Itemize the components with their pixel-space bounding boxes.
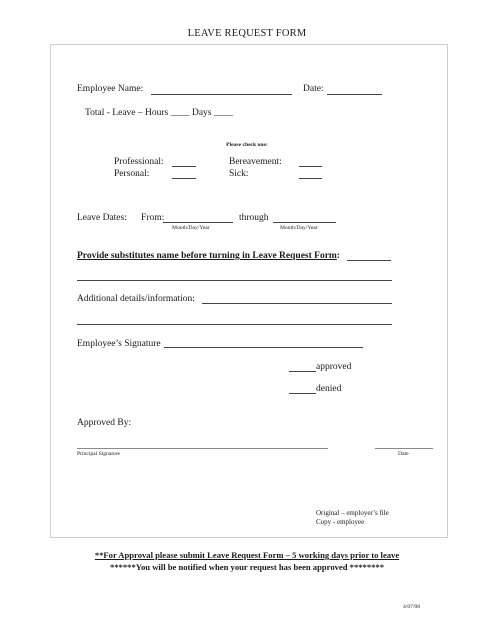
- through-format-hint: Month/Day/Year: [280, 225, 318, 231]
- from-date-field[interactable]: [163, 222, 233, 223]
- through-label: through: [239, 213, 269, 223]
- principal-signature-field[interactable]: [77, 448, 328, 449]
- employee-copy-note: Copy - employee: [316, 518, 365, 526]
- leave-dates-label: Leave Dates:: [77, 213, 127, 223]
- total-leave-label[interactable]: Total - Leave – Hours ____ Days ____: [85, 108, 233, 118]
- sick-label: Sick:: [229, 169, 249, 179]
- date-field[interactable]: [327, 94, 382, 95]
- approval-note: **For Approval please submit Leave Request Form – 5 working days prior to leave: [94, 550, 400, 560]
- substitutes-label: Provide substitutes name before turning in Leave Request Form:: [77, 251, 341, 261]
- additional-details-field[interactable]: [202, 303, 392, 304]
- revision-date: 4/07/08: [403, 604, 421, 610]
- page-title: LEAVE REQUEST FORM: [187, 28, 307, 39]
- additional-details-label: Additional details/information:: [77, 294, 195, 304]
- denied-check[interactable]: [289, 393, 316, 394]
- denied-label: denied: [316, 384, 342, 394]
- form-border: [50, 44, 448, 538]
- employee-name-field[interactable]: [151, 94, 292, 95]
- approval-date-label: Date: [398, 451, 409, 457]
- date-label: Date:: [303, 84, 324, 94]
- employee-name-label: Employee Name:: [77, 84, 144, 94]
- bereavement-label: Bereavement:: [229, 157, 282, 167]
- through-date-field[interactable]: [273, 222, 336, 223]
- approved-by-label: Approved By:: [77, 418, 132, 428]
- notified-note: ******You will be notified when your request has been approved ********: [109, 562, 385, 572]
- from-format-hint: Month/Day/Year: [172, 225, 210, 231]
- professional-label: Professional:: [114, 157, 164, 167]
- employee-signature-field[interactable]: [164, 347, 363, 348]
- substitutes-field[interactable]: [347, 260, 391, 261]
- personal-label: Personal:: [114, 169, 150, 179]
- please-check-label: Please check one:: [226, 142, 268, 148]
- sick-check[interactable]: [299, 178, 322, 179]
- professional-check[interactable]: [172, 166, 196, 167]
- bereavement-check[interactable]: [299, 166, 322, 167]
- additional-details-field-line-2[interactable]: [77, 324, 392, 325]
- original-copy-note: Original – employer’s file: [316, 509, 389, 517]
- substitutes-field-line-2[interactable]: [77, 280, 392, 281]
- approved-check[interactable]: [289, 371, 316, 372]
- from-label: From:: [141, 213, 165, 223]
- approved-label: approved: [316, 362, 352, 372]
- personal-check[interactable]: [172, 178, 196, 179]
- approval-date-field[interactable]: [375, 448, 433, 449]
- employee-signature-label: Employee’s Signature: [77, 339, 161, 349]
- principal-signature-label: Principal Signature: [77, 451, 121, 457]
